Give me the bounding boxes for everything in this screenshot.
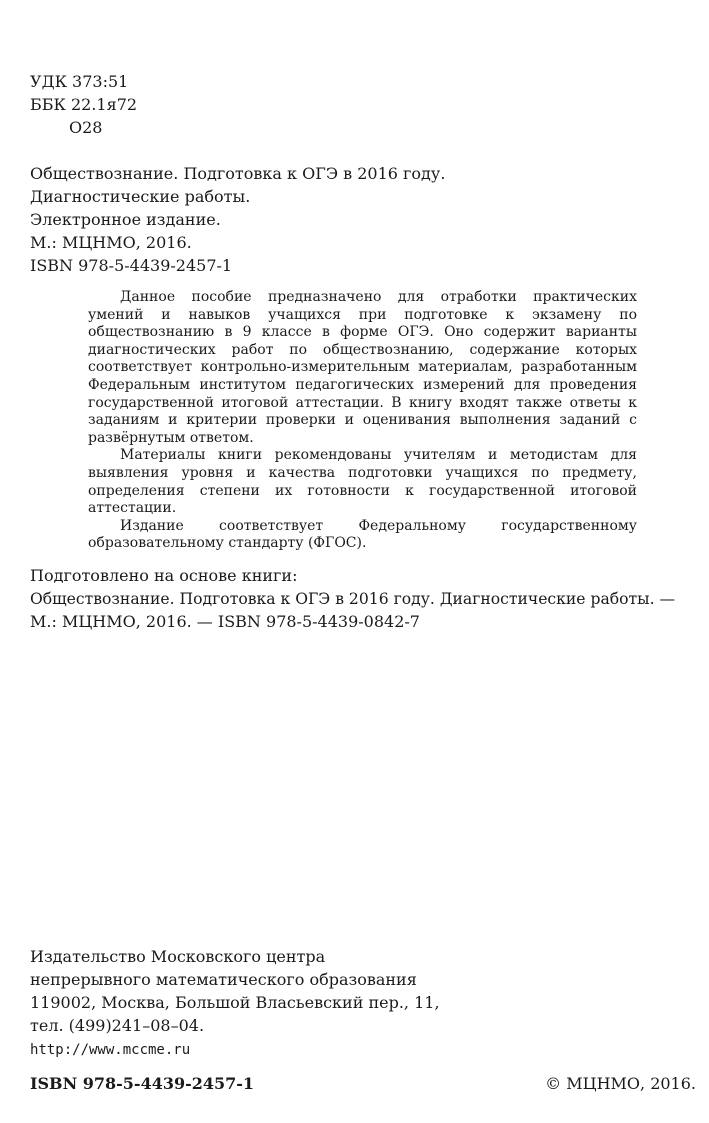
copyright: © МЦНМО, 2016.	[545, 1074, 696, 1093]
bbk-code: ББК 22.1я72	[30, 95, 138, 114]
imprint-address: 119002, Москва, Большой Власьевский пер., 11,	[30, 993, 440, 1012]
source-title: Обществознание. Подготовка к ОГЭ в 2016 году. Диагностические работы. —	[30, 590, 676, 608]
abstract-paragraph: Издание соответствует Федеральному государственному образовательному стандарту (ФГОС).	[88, 517, 637, 552]
book-subtitle: Диагностические работы.	[30, 187, 251, 206]
publisher-url[interactable]: http://www.mccme.ru	[30, 1042, 191, 1058]
source-isbn: М.: МЦНМО, 2016. — ISBN 978-5-4439-0842-7	[30, 612, 420, 631]
abstract-paragraph: Материалы книги рекомендованы учителям и методистам для выявления уровня и качества подготовки учащихся по предмету, определения степени их готовности к государственной итоговой аттестации.	[88, 447, 637, 517]
edition-note: Электронное издание.	[30, 210, 221, 229]
abstract-paragraph: Данное пособие предназначено для отработки практических умений и навыков учащихся при подготовке к экзамену по обществознанию в 9 классе в форме ОГЭ. Оно содержит варианты диагностических работ по обществознанию, содержание которых соответствует контрольно-измерительным материалам, разработанным Федеральным институтом педагогических измерений для проведения государственной итоговой аттестации. В книгу входят также ответы к заданиям и критерии проверки и оценивания выполнения заданий с развёрнутым ответом.	[88, 289, 637, 446]
abstract	[88, 289, 637, 553]
imprint-line: Издательство Московского центра	[30, 947, 326, 966]
footer-isbn: ISBN 978-5-4439-2457-1	[30, 1074, 255, 1093]
source-intro: Подготовлено на основе книги:	[30, 566, 298, 585]
isbn-line: ISBN 978-5-4439-2457-1	[30, 256, 233, 275]
book-title: Обществознание. Подготовка к ОГЭ в 2016 году.	[30, 164, 446, 183]
imprint-phone: тел. (499)241–08–04.	[30, 1016, 205, 1035]
publisher-line: М.: МЦНМО, 2016.	[30, 233, 192, 252]
imprint-line: непрерывного математического образования	[30, 970, 417, 989]
udk-code: УДК 373:51	[30, 72, 129, 91]
author-mark: О28	[69, 118, 103, 137]
